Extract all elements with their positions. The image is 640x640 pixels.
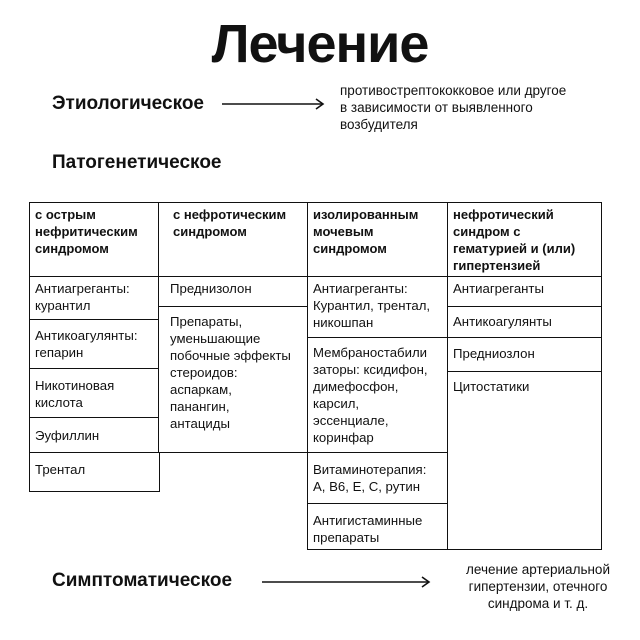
symptomatic-label: Симптоматическое xyxy=(52,570,233,591)
cell-line: антациды xyxy=(170,416,230,431)
cell-line: Антикоагулянты: xyxy=(35,328,138,343)
header-line: изолированным xyxy=(313,207,419,222)
cell-line: Трентал xyxy=(35,462,86,477)
cell-text xyxy=(164,313,302,432)
header-line: с острым xyxy=(35,207,96,222)
cell-line: димефосфон, xyxy=(313,379,399,394)
cell-line: Антикоагулянты xyxy=(453,314,552,329)
cell-line: Преднизолон xyxy=(170,281,252,296)
cell-line: аспаркам, xyxy=(170,382,232,397)
pathogenetic-label: Патогенетическое xyxy=(52,152,222,173)
table-header-col1 xyxy=(29,202,160,277)
cell-line: Никотиновая xyxy=(35,378,115,393)
cell-line: уменьшающие xyxy=(170,331,261,346)
page-title: Лечение xyxy=(211,14,429,74)
symptomatic-arrow-icon xyxy=(262,575,432,589)
note-line: в зависимости от выявленного xyxy=(340,100,533,115)
cell-line: Антигистаминные xyxy=(313,513,423,528)
header-line: с нефротическим xyxy=(173,207,287,222)
etiological-label: Этиологическое xyxy=(52,93,204,114)
table-header-col3 xyxy=(307,202,448,277)
cell-line: эссенциале, xyxy=(313,413,389,428)
table-cell xyxy=(29,276,160,320)
table-header-col4 xyxy=(447,202,602,277)
cell-line: стероидов: xyxy=(170,365,238,380)
table-cell xyxy=(447,306,602,338)
table-cell xyxy=(447,371,602,550)
note-line: противострептококковое или другое xyxy=(340,83,567,98)
header-line: мочевым xyxy=(313,224,374,239)
etiological-arrow-icon xyxy=(222,97,326,111)
cell-line: никошпан xyxy=(313,315,374,330)
cell-line: Антиагреганты: xyxy=(313,281,408,296)
cell-line: побочные эффекты xyxy=(170,348,291,363)
cell-line: карсил, xyxy=(313,396,360,411)
header-line: гематурией и (или) xyxy=(453,241,576,256)
cell-line: Цитостатики xyxy=(453,379,530,394)
table-cell xyxy=(307,337,448,453)
note-line: лечение артериальной xyxy=(466,562,610,577)
header-line: синдромом xyxy=(313,241,387,256)
header-line: синдромом xyxy=(35,241,109,256)
table-cell xyxy=(29,417,160,453)
table-cell xyxy=(29,368,160,418)
cell-line: Курантил, трентал, xyxy=(313,298,431,313)
cell-line: курантил xyxy=(35,298,91,313)
table-cell xyxy=(158,276,308,307)
table-cell xyxy=(447,337,602,372)
cell-line: Препараты, xyxy=(170,314,243,329)
header-line: синдромом xyxy=(173,224,247,239)
header-line: нефритическим xyxy=(35,224,138,239)
table-cell xyxy=(447,276,602,307)
cell-line: заторы: ксидифон, xyxy=(313,362,428,377)
cell-line: А, В6, Е, С, рутин xyxy=(313,479,421,494)
table-header-col2 xyxy=(158,202,308,277)
note-line: синдрома и т. д. xyxy=(487,596,589,611)
table-cell xyxy=(307,503,448,550)
cell-line: кислота xyxy=(35,395,83,410)
cell-line: панангин, xyxy=(170,399,230,414)
cell-line: гепарин xyxy=(35,345,84,360)
cell-line: препараты xyxy=(313,530,380,545)
table-cell xyxy=(29,452,160,492)
table-cell xyxy=(307,452,448,504)
table-cell xyxy=(307,276,448,338)
header-line: нефротический xyxy=(453,207,554,222)
table-cell xyxy=(29,319,160,369)
header-line: гипертензией xyxy=(453,258,541,273)
cell-line: Антиагреганты xyxy=(453,281,544,296)
cell-line: Витаминотерапия: xyxy=(313,462,427,477)
note-line: гипертензии, отечного xyxy=(468,579,608,594)
cell-line: Предниозлон xyxy=(453,346,535,361)
table-cell xyxy=(158,306,308,453)
symptomatic-note xyxy=(448,561,628,612)
header-line: синдром с xyxy=(453,224,521,239)
cell-line: Мембраностабили xyxy=(313,345,428,360)
cell-line: Эуфиллин xyxy=(35,428,100,443)
cell-line: коринфар xyxy=(313,430,374,445)
cell-line: Антиагреганты: xyxy=(35,281,130,296)
etiological-note xyxy=(340,82,620,133)
note-line: возбудителя xyxy=(340,117,418,132)
